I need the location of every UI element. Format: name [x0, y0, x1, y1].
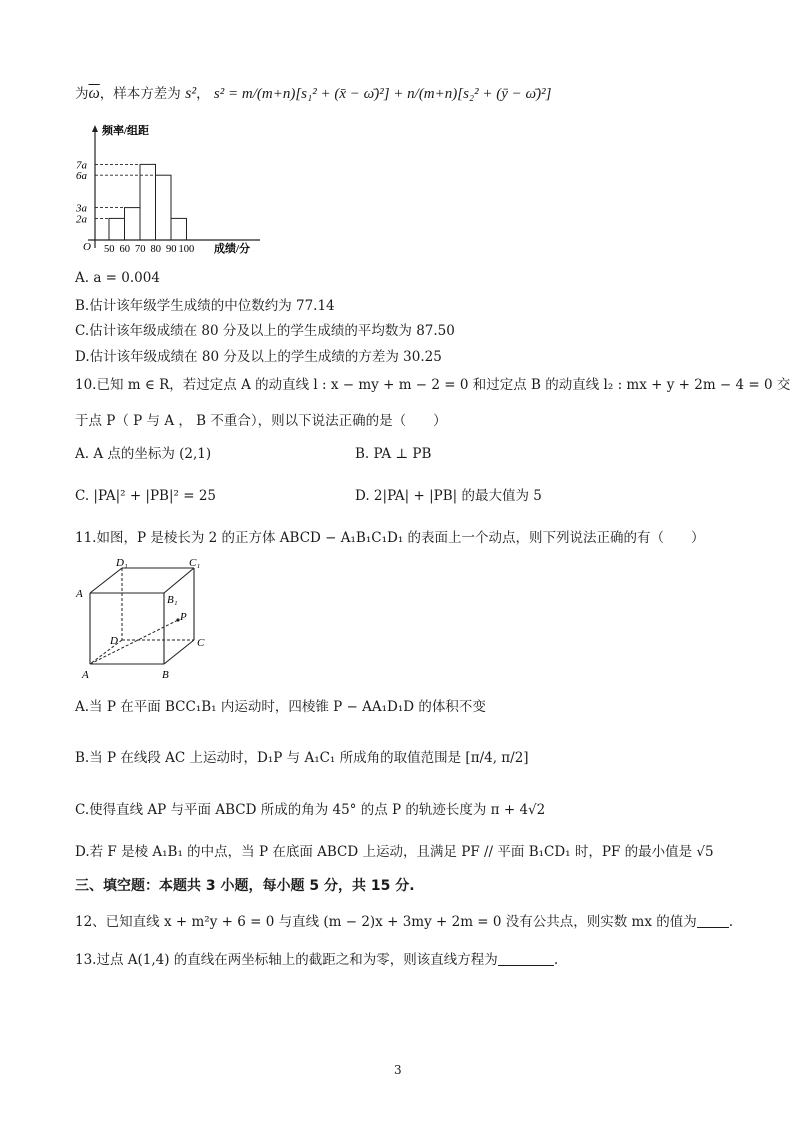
label-a1: A: [76, 588, 83, 600]
hidden-line-a-p: [90, 620, 178, 664]
y-tick-labels: [75, 159, 88, 225]
x-tick-labels: [104, 244, 194, 255]
label-b1: B₁: [167, 594, 178, 606]
histogram-bar: [109, 218, 125, 240]
x-tick-label: 60: [119, 244, 130, 255]
q11-option-b: B.当 P 在线段 AC 上运动时，D₁P 与 A₁C₁ 所成角的取值范围是 [π/4, π/2]: [75, 750, 529, 766]
section3-heading: 三、填空题：本题共 3 小题，每小题 5 分，共 15 分.: [75, 878, 415, 894]
q12-answer-blank[interactable]: [697, 913, 729, 928]
histogram-bar: [140, 164, 156, 240]
label-d: D: [110, 635, 118, 647]
formula-mid: ，样本方差为: [99, 86, 181, 102]
formula-prefix: 为: [75, 86, 89, 102]
label-c: C: [197, 637, 205, 649]
y-tick-label: 6a: [76, 170, 87, 183]
histogram-guides: [95, 164, 156, 218]
x-tick-label: 90: [166, 244, 177, 255]
s-squared: s²: [185, 85, 197, 102]
q10-stem-line2: 于点 P（ P 与 A ， B 不重合），则以下说法正确的是（ ）: [75, 413, 447, 429]
q10-option-c: C. |PA|² + |PB|² = 25: [75, 488, 217, 504]
y-tick-label: 7a: [76, 159, 87, 172]
x-tick-label: 50: [104, 244, 115, 255]
x-tick-label: 100: [178, 244, 195, 255]
histogram-bar: [171, 218, 187, 240]
q9-option-b: B.估计该年级学生成绩的中位数约为 77.14: [75, 298, 335, 314]
q9-option-a: A. a = 0.004: [75, 270, 160, 286]
x-tick-label: 70: [135, 244, 146, 255]
q10-option-d: D. 2|PA| + |PB| 的最大值为 5: [355, 488, 542, 504]
variance-formula: s² = m/(m+n)[s₁² + (x̄ − ω̄)²] + n/(m+n)[s₂² + (ȳ − ω̄)²]: [213, 86, 552, 102]
q11-option-c: C.使得直线 AP 与平面 ABCD 所成的角为 45° 的点 P 的轨迹长度为 π + 4√2: [75, 802, 546, 818]
variance-formula-line: 为$\overline{\omega}$，样本方差为 s²， s² = m/(m+n)[s₁² + (x̄ − ω̄)²] + n/(m+n)[s₂² + (ȳ − ω̄)²]: [75, 85, 552, 102]
histogram-bar: [156, 175, 172, 240]
edge-a1-d1: [90, 568, 122, 593]
frequency-histogram: [70, 120, 270, 260]
omega-bar: $\overline{\omega}$: [88, 85, 100, 102]
q12-line: 12、已知直线 x + m²y + 6 = 0 与直线 (m − 2)x + 3my + 2m = 0 没有公共点，则实数 mx 的值为 .: [75, 914, 734, 930]
edge-c1-b1: [164, 568, 194, 593]
q10-stem-line1: 10.已知 m ∈ R，若过定点 A 的动直线 l : x − my + m − 2 = 0 和过定点 B 的动直线 l₂ : mx + y + 2m − 4 = 0 交: [75, 377, 791, 393]
q9-option-d: D.估计该年级成绩在 80 分及以上的学生成绩的方差为 30.25: [75, 349, 442, 365]
cube-figure: [72, 558, 222, 686]
edge-c-b: [164, 640, 194, 664]
page-number: 3: [394, 1063, 402, 1077]
x-axis-title: 成绩/分: [214, 243, 251, 255]
q11-option-d: D.若 F 是棱 A₁B₁ 的中点，当 P 在底面 ABCD 上运动，且满足 PF // 平面 B₁CD₁ 时，PF 的最小值是 √5: [75, 844, 714, 860]
q12-text: 12、已知直线 x + m²y + 6 = 0 与直线 (m − 2)x + 3my + 2m = 0 没有公共点，则实数 mx 的值为: [75, 914, 697, 930]
origin-label: O: [83, 241, 91, 253]
y-tick-label: 2a: [76, 213, 87, 226]
histogram-bar: [125, 208, 141, 240]
label-c1: C₁: [189, 558, 201, 569]
q11-option-a: A.当 P 在平面 BCC₁B₁ 内运动时，四棱锥 P − AA₁D₁D 的体积不变: [75, 699, 486, 715]
histogram-bars: [109, 164, 187, 240]
y-axis-arrow: [92, 125, 98, 132]
y-tick-label: 3a: [76, 202, 87, 215]
q13-text: 13.过点 A(1,4) 的直线在两坐标轴上的截距之和为零，则该直线方程为: [75, 952, 498, 968]
x-tick-label: 80: [150, 244, 161, 255]
q10-option-a: A. A 点的坐标为 (2,1): [75, 446, 212, 462]
q13-answer-blank[interactable]: [498, 951, 554, 966]
q13-line: 13.过点 A(1,4) 的直线在两坐标轴上的截距之和为零，则该直线方程为 .: [75, 952, 559, 968]
label-d1: D₁: [116, 558, 128, 569]
q11-stem: 11.如图，P 是棱长为 2 的正方体 ABCD − A₁B₁C₁D₁ 的表面上一个动点，则下列说法正确的有（ ）: [75, 530, 705, 546]
q9-option-c: C.估计该年级成绩在 80 分及以上的学生成绩的平均数为 87.50: [75, 323, 455, 339]
y-axis-title: 频率/组距: [102, 125, 150, 137]
label-p: P: [180, 611, 187, 623]
label-b: B: [162, 669, 169, 681]
label-a: A: [82, 669, 89, 681]
q10-option-b: B. PA ⊥ PB: [355, 446, 432, 462]
